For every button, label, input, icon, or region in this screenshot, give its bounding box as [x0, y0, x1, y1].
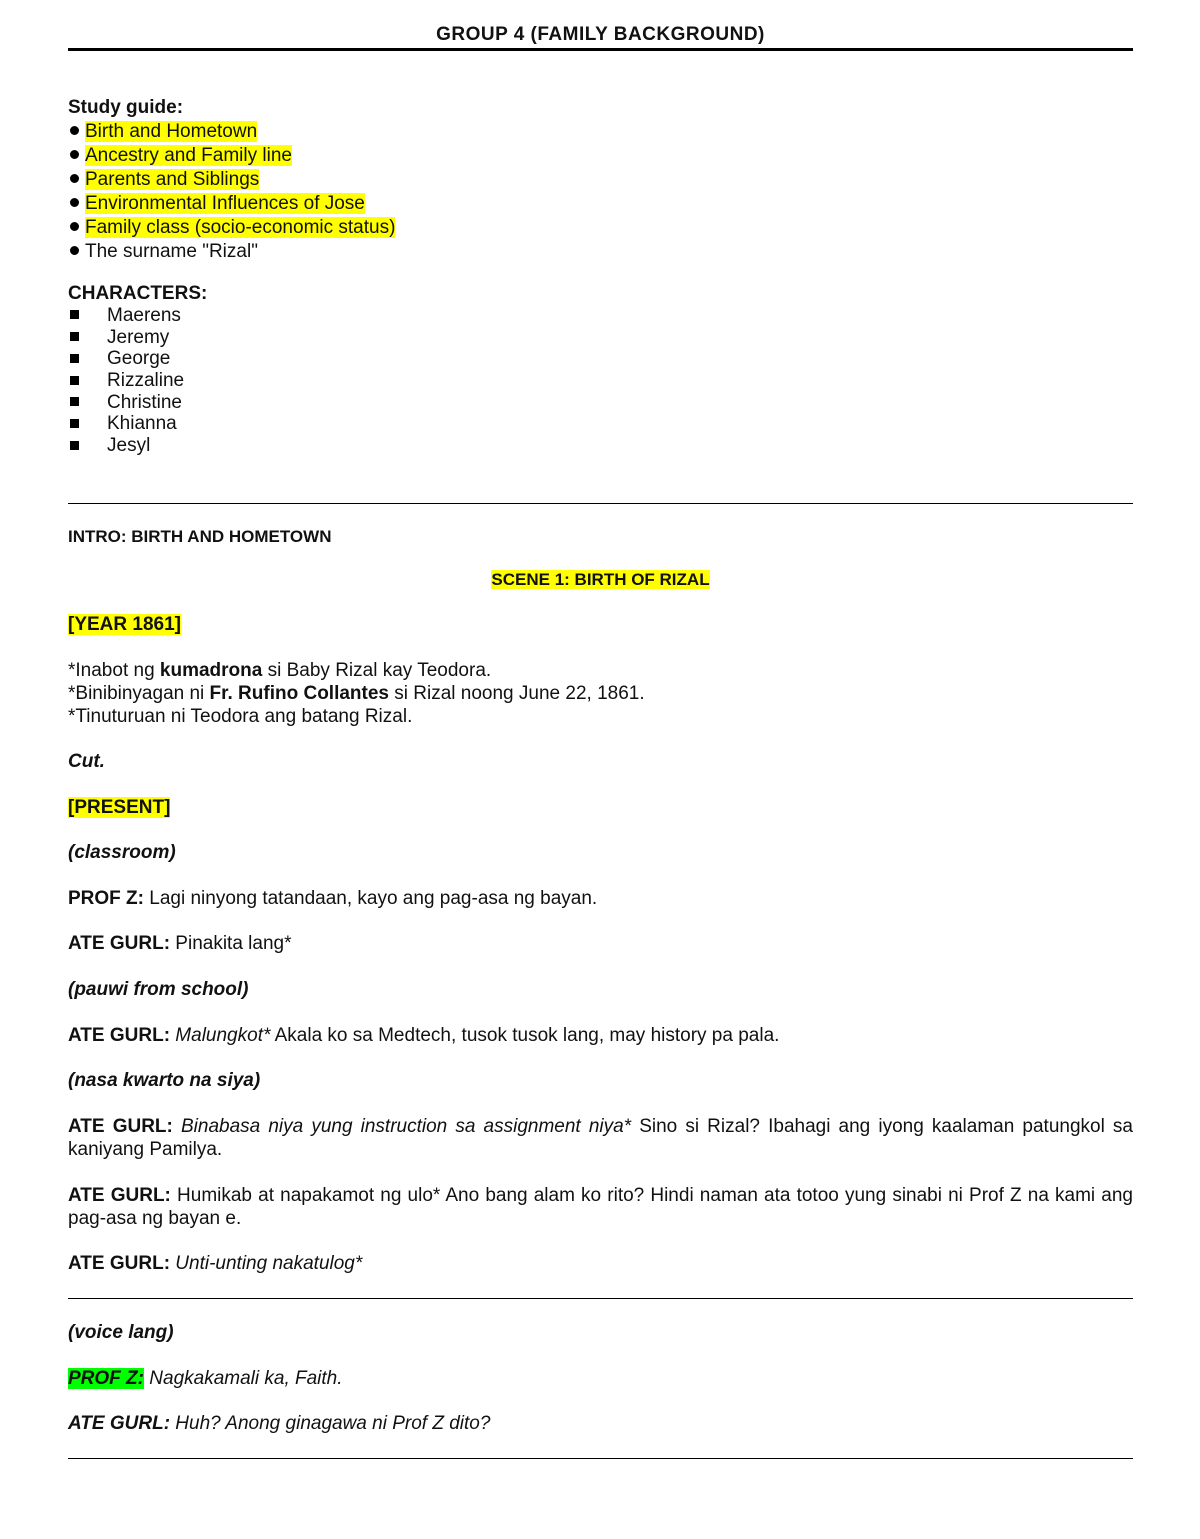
list-item: Rizzaline — [68, 370, 184, 392]
bullet-icon — [70, 126, 79, 135]
dialogue-line: ATE GURL: Binabasa niya yung instruction sa assignment niya* Sino si Rizal? Ibahagi ang iyong kaalaman patungkol sa kaniyang Pamilya. — [68, 1116, 1134, 1160]
scene-title: SCENE 1: BIRTH OF RIZAL — [491, 570, 710, 589]
note-line: *Inabot ng kumadrona si Baby Rizal kay Teodora. — [68, 660, 492, 681]
present-tag-wrap — [68, 796, 170, 820]
stage-direction: (classroom) — [68, 842, 176, 863]
dialogue-line: ATE GURL: Unti-unting nakatulog* — [68, 1253, 363, 1274]
list-item: Jeremy — [68, 327, 184, 349]
list-item: The surname "Rizal" — [68, 240, 395, 264]
note-line: *Binibinyagan ni Fr. Rufino Collantes si Rizal noong June 22, 1861. — [68, 683, 645, 704]
square-bullet-icon — [70, 441, 79, 450]
cut-direction: Cut. — [68, 751, 105, 772]
square-bullet-icon — [70, 310, 79, 319]
stage-direction: (pauwi from school) — [68, 979, 249, 1000]
dialogue-line: ATE GURL: Pinakita lang* — [68, 933, 292, 954]
page-title: GROUP 4 (FAMILY BACKGROUND) — [436, 24, 765, 45]
stage-direction: (voice lang) — [68, 1322, 174, 1343]
speaker-highlight: PROF Z: — [68, 1368, 144, 1389]
section-divider — [68, 503, 1133, 504]
list-item: Parents and Siblings — [68, 168, 395, 192]
year-tag-wrap — [68, 613, 181, 637]
characters-heading: CHARACTERS: — [68, 283, 208, 304]
list-item: Khianna — [68, 413, 184, 435]
section-divider — [68, 1458, 1133, 1459]
study-guide-list — [68, 120, 395, 264]
square-bullet-icon — [70, 397, 79, 406]
list-item: Maerens — [68, 305, 184, 327]
list-item: Ancestry and Family line — [68, 144, 395, 168]
dialogue-line: ATE GURL: Humikab at napakamot ng ulo* Ano bang alam ko rito? Hindi naman ata totoo yung sinabi ni Prof Z na kami ang pag-asa ng bayan e. — [68, 1185, 1133, 1229]
list-item: Christine — [68, 392, 184, 414]
title-rule — [68, 48, 1133, 51]
bullet-icon — [70, 246, 79, 255]
bullet-icon — [70, 150, 79, 159]
list-item: Family class (socio-economic status) — [68, 216, 395, 240]
dialogue-line: ATE GURL: Malungkot* Akala ko sa Medtech, tusok tusok lang, may history pa pala. — [68, 1025, 780, 1046]
section-divider — [68, 1298, 1133, 1299]
list-item: Environmental Influences of Jose — [68, 192, 395, 216]
square-bullet-icon — [70, 376, 79, 385]
bullet-icon — [70, 198, 79, 207]
dialogue-line: PROF Z: Lagi ninyong tatandaan, kayo ang pag-asa ng bayan. — [68, 888, 598, 909]
list-item: Birth and Hometown — [68, 120, 395, 144]
characters-list — [68, 305, 184, 457]
stage-direction: (nasa kwarto na siya) — [68, 1070, 261, 1091]
square-bullet-icon — [70, 332, 79, 341]
present-tag: [PRESENT] — [68, 797, 171, 818]
year-tag: [YEAR 1861] — [68, 614, 181, 635]
square-bullet-icon — [70, 354, 79, 363]
intro-heading: INTRO: BIRTH AND HOMETOWN — [68, 527, 332, 546]
list-item: Jesyl — [68, 435, 184, 457]
bullet-icon — [70, 222, 79, 231]
study-guide-heading: Study guide: — [68, 97, 184, 118]
dialogue-line: ATE GURL: Huh? Anong ginagawa ni Prof Z dito? — [68, 1413, 491, 1434]
scene-title-wrap — [68, 568, 1133, 592]
list-item: George — [68, 348, 184, 370]
dialogue-line: PROF Z: Nagkakamali ka, Faith. — [68, 1368, 343, 1389]
note-line: *Tinuturuan ni Teodora ang batang Rizal. — [68, 706, 413, 727]
bullet-icon — [70, 174, 79, 183]
square-bullet-icon — [70, 419, 79, 428]
